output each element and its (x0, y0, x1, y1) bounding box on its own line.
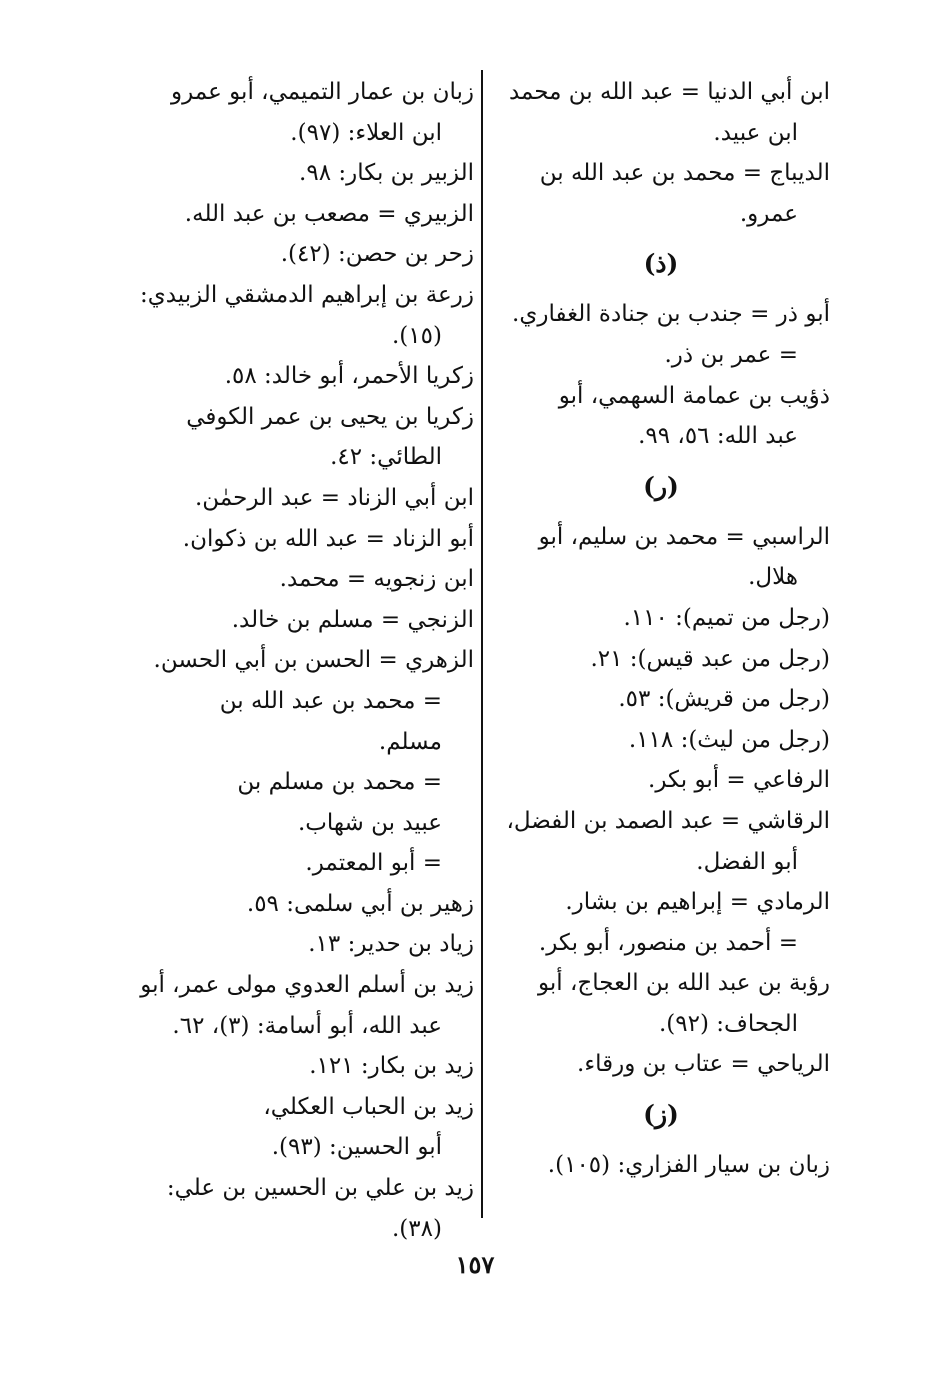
index-entry (128, 600, 474, 641)
entry-text: ابن أبي الزناد = عبد الرحمٰن. (195, 484, 474, 511)
entry-continuation: مسلم. (378, 728, 442, 755)
entry-text: (رجل من تميم): ١١٠. (623, 604, 830, 631)
index-entry (492, 639, 830, 680)
column-divider (481, 70, 483, 1218)
entry-text: رؤبة بن عبد الله بن العجاج، أبو (537, 970, 830, 997)
section-letter-heading: (ذ) (643, 249, 679, 279)
entry-text: الرقاشي = عبد الصمد بن الفضل، (506, 807, 830, 834)
index-entry (492, 72, 830, 153)
entry-text: ابن أبي الدنيا = عبد الله بن محمد (508, 79, 830, 105)
entry-text: ابن زنجويه = محمد. (279, 566, 474, 593)
entry-text: زهير بن أبي سلمى: ٥٩. (246, 890, 474, 917)
entry-text: = أبو المعتمر. (305, 850, 442, 877)
index-entry (492, 1044, 830, 1085)
index-entry (492, 1145, 830, 1186)
entry-text: زيد بن علي بن الحسين بن علي: (166, 1175, 474, 1202)
entry-text: الديباج = محمد بن عبد الله بن (539, 160, 830, 187)
entry-text: زحر بن حصن: (٤٢). (280, 241, 474, 268)
entry-text: زرعة بن إبراهيم الدمشقي الزبيدي: (139, 281, 474, 308)
left-column (128, 72, 474, 1249)
index-entry (128, 194, 474, 235)
entry-continuation: أبو الفضل. (696, 848, 798, 875)
entry-text: (رجل من قريش): ٥٣. (618, 686, 830, 713)
entry-text: (رجل من ليث): ١١٨. (628, 726, 830, 753)
right-column (492, 72, 830, 1186)
entry-text: زياد بن حدير: ١٣. (308, 931, 474, 958)
index-entry (128, 1168, 474, 1249)
entry-text: الزهري = الحسن بن أبي الحسن. (153, 647, 474, 674)
entry-continuation: عبد الله، أبو أسامة: (٣)، ٦٢. (172, 1012, 442, 1039)
index-entry (128, 397, 474, 478)
entry-text: الرمادي = إبراهيم بن بشار. (565, 889, 830, 916)
index-entry (128, 275, 474, 356)
entry-text: زكريا الأحمر، أبو خالد: ٥٨. (224, 363, 474, 390)
entry-continuation: (٣٨). (392, 1215, 442, 1242)
entry-continuation: الطائي: ٤٢. (330, 444, 442, 471)
entry-text: زبان بن سيار الفزاري: (١٠٥). (547, 1152, 830, 1179)
index-entry (492, 679, 830, 720)
entry-text: الرفاعي = أبو بكر. (648, 767, 830, 794)
entry-continuation: عمرو. (739, 200, 798, 227)
index-entry (492, 720, 830, 761)
index-entry (128, 153, 474, 194)
entry-text: = محمد بن مسلم بن (237, 769, 442, 796)
entry-continuation: الجحاف: (٩٢). (659, 1010, 798, 1037)
index-entry (128, 762, 474, 843)
entry-continuation: هلال. (748, 564, 798, 591)
index-entry (128, 884, 474, 925)
index-entry (492, 335, 830, 376)
index-entry (492, 760, 830, 801)
index-entry (128, 72, 474, 153)
entry-continuation: عبد الله: ٥٦، ٩٩. (638, 423, 798, 450)
entry-text: ذؤيب بن عمامة السهمي، أبو (558, 382, 830, 409)
index-entry (128, 234, 474, 275)
entry-text: = عمر بن ذر. (664, 341, 798, 368)
index-entry (128, 843, 474, 884)
entry-continuation: ابن العلاء: (٩٧). (290, 119, 442, 146)
index-entry (128, 356, 474, 397)
entry-continuation: (١٥). (392, 322, 442, 349)
entry-continuation: ابن عبيد. (713, 119, 798, 146)
index-entry (492, 294, 830, 335)
index-entry (128, 478, 474, 519)
entry-continuation: أبو الحسين: (٩٣). (271, 1134, 442, 1161)
entry-text: زيد بن الحباب العكلي، (263, 1093, 474, 1120)
index-entry (492, 376, 830, 457)
entry-text: زكريا بن يحيى بن عمر الكوفي (186, 403, 474, 430)
entry-text: زبان بن عمار التميمي، أبو عمرو (171, 79, 474, 105)
section-letter-heading: (ز) (643, 1100, 679, 1130)
entry-text: = أحمد بن منصور، أبو بكر. (538, 929, 798, 956)
entry-text: الراسبي = محمد بن سليم، أبو (538, 523, 830, 550)
index-entry (128, 640, 474, 681)
entry-text: أبو الزناد = عبد الله بن ذكوان. (182, 525, 474, 552)
entry-text: = محمد بن عبد الله بن (219, 687, 442, 714)
index-entry (128, 924, 474, 965)
index-entry (128, 681, 474, 762)
entry-text: أبو ذر = جندب بن جنادة الغفاري. (512, 301, 830, 328)
entry-text: زيد بن أسلم العدوي مولى عمر، أبو (140, 972, 474, 999)
index-entry (128, 1046, 474, 1087)
entry-continuation: عبيد بن شهاب. (297, 809, 442, 836)
entry-text: الزنجي = مسلم بن خالد. (231, 606, 474, 633)
page-number: ١٥٧ (455, 1250, 495, 1279)
index-entry (492, 963, 830, 1044)
index-entry (128, 965, 474, 1046)
entry-text: (رجل من عبد قيس): ٢١. (590, 645, 830, 672)
index-entry (492, 882, 830, 923)
index-entry (128, 519, 474, 560)
index-entry (492, 153, 830, 234)
section-letter-heading: (ر) (643, 471, 679, 501)
entry-text: الزبيري = مصعب بن عبد الله. (184, 200, 474, 227)
index-entry (492, 517, 830, 598)
entry-text: الرياحي = عتاب بن ورقاء. (577, 1051, 830, 1078)
index-entry (492, 598, 830, 639)
index-entry (128, 559, 474, 600)
entry-text: زيد بن بكار: ١٢١. (309, 1053, 474, 1080)
index-entry (128, 1087, 474, 1168)
entry-text: الزبير بن بكار: ٩٨. (299, 160, 474, 187)
index-entry (492, 923, 830, 964)
index-entry (492, 801, 830, 882)
